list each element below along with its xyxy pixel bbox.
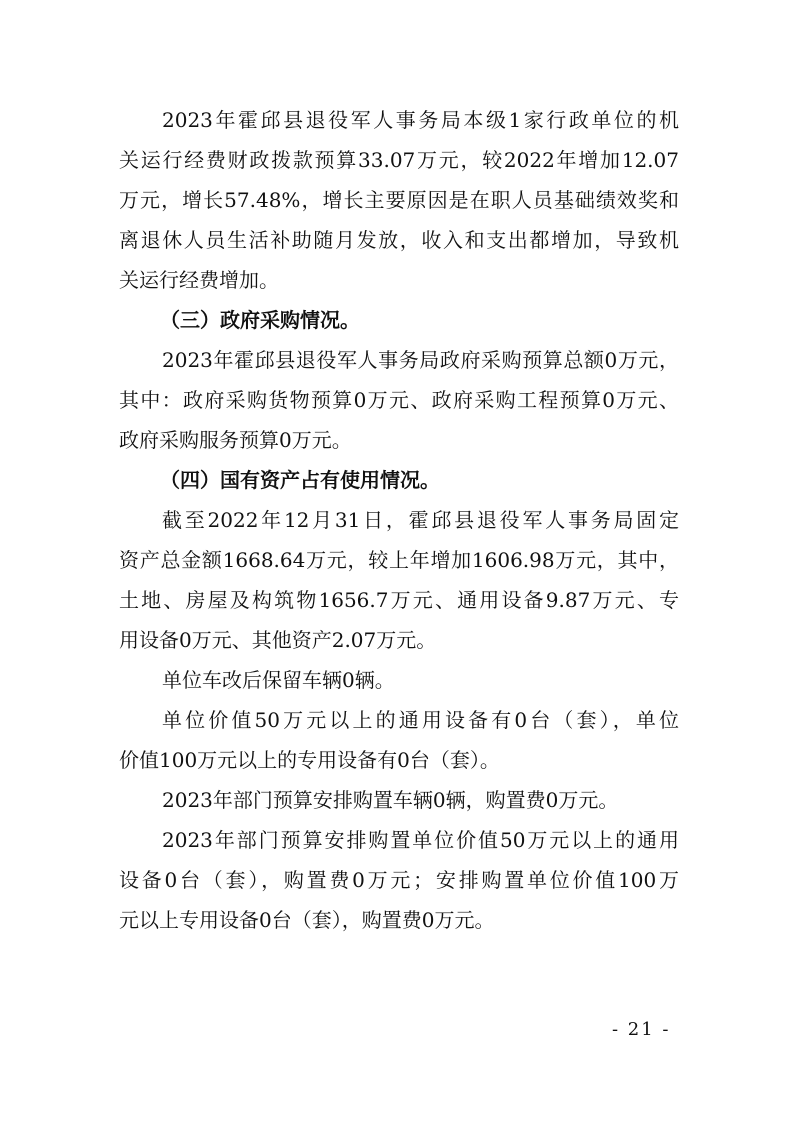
paragraph-line: 截至2022年12月31日，霍邱县退役军人事务局固定 — [162, 508, 679, 532]
paragraph-line: 离退休人员生活补助随月发放，收入和支出都增加，导致机 — [119, 228, 679, 252]
paragraph-line: 价值100万元以上的专用设备有0台（套）。 — [119, 748, 500, 772]
page-number: - 21 - — [612, 1019, 671, 1040]
paragraph-line: 关运行经费增加。 — [119, 268, 279, 292]
paragraph-line: 2023年部门预算安排购置单位价值50万元以上的通用 — [162, 828, 679, 852]
paragraph-line: 土地、房屋及构筑物1656.7万元、通用设备9.87万元、专 — [119, 588, 679, 612]
paragraph-line: 用设备0万元、其他资产2.07万元。 — [119, 628, 437, 652]
paragraph-line: 设备0台（套），购置费0万元；安排购置单位价值100万 — [119, 868, 679, 892]
paragraph-line: 2023年霍邱县退役军人事务局本级1家行政单位的机 — [162, 108, 679, 132]
paragraph-line: 关运行经费财政拨款预算33.07万元，较2022年增加12.07 — [119, 148, 679, 172]
paragraph-line: 其中：政府采购货物预算0万元、政府采购工程预算0万元、 — [119, 388, 679, 412]
paragraph-line: 资产总金额1668.64万元，较上年增加1606.98万元，其中， — [119, 548, 679, 572]
section-heading-procurement: （三）政府采购情况。 — [160, 308, 360, 332]
paragraph-line: 2023年霍邱县退役军人事务局政府采购预算总额0万元， — [162, 348, 679, 372]
paragraph-line: 元以上专用设备0台（套），购置费0万元。 — [119, 908, 495, 932]
paragraph-vehicle-purchase: 2023年部门预算安排购置车辆0辆，购置费0万元。 — [162, 788, 619, 812]
paragraph-line: 政府采购服务预算0万元。 — [119, 428, 352, 452]
section-heading-assets: （四）国有资产占有使用情况。 — [160, 468, 440, 492]
paragraph-line: 单位价值50万元以上的通用设备有0台（套），单位 — [162, 708, 679, 732]
paragraph-line: 万元，增长57.48%，增长主要原因是在职人员基础绩效奖和 — [119, 188, 679, 212]
paragraph-vehicles: 单位车改后保留车辆0辆。 — [162, 668, 395, 692]
